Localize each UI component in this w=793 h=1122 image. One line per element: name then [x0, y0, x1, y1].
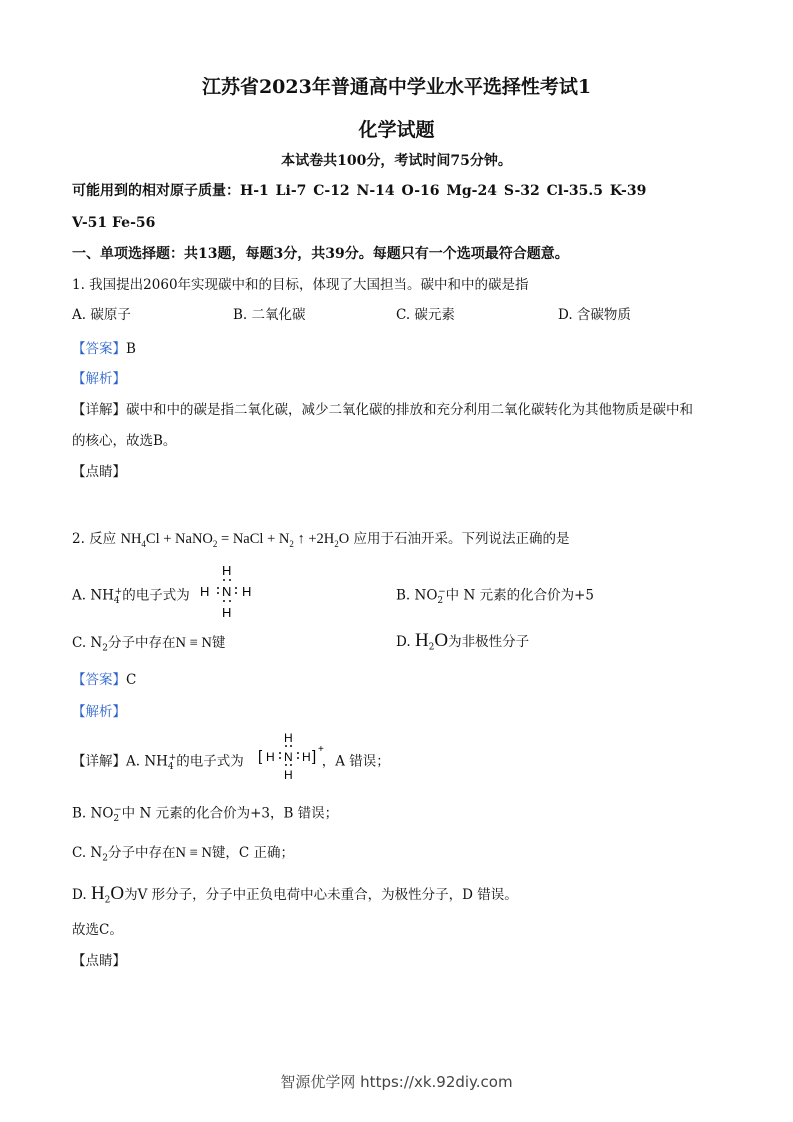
answer-label: 【答案】: [72, 341, 126, 357]
q1-detail-text: 碳中和中的碳是指二氧化碳，减少二氧化碳的排放和充分利用二氧化碳转化为其他物质是碳中和: [126, 402, 693, 418]
nh4-electron-dot-diagram: [196, 562, 260, 620]
hydrogen-symbol: H: [242, 584, 252, 599]
footer-watermark: 智源优学网 https://xk.92diy.com: [280, 1073, 513, 1091]
nitrogen-symbol: N: [284, 750, 293, 764]
hydrogen-symbol: H: [266, 750, 275, 764]
right-bracket: ]: [312, 748, 317, 765]
nh4-ion-electron-dot-diagram: [256, 730, 336, 782]
q2-detail-d: D. $H_2O$为V 形分子，分子中正负电荷中心未重合，为极性分子，D 错误。: [72, 883, 518, 906]
q2-option-a: A. $NH_4^+$的电子式为: [72, 587, 190, 607]
exam-info: 本试卷共100分，考试时间75分钟。: [281, 153, 512, 169]
q2-option-c: C. $N_2$分子中存在N ≡ N键: [72, 635, 226, 654]
q1-option-d: D. 含碳物质: [558, 307, 631, 323]
q2-answer: [72, 670, 136, 690]
q2-stem: [72, 529, 570, 554]
q1-detail-line2: 的核心，故选B。: [72, 433, 177, 449]
answer-label: 【答案】: [72, 672, 126, 688]
q2-conclusion: 故选C。: [72, 922, 123, 938]
charge-symbol: +: [318, 744, 324, 755]
q2-option-d: D. $H_2O$为非极性分子: [396, 630, 530, 653]
detail-label: 【详解】: [72, 402, 126, 418]
hydrogen-symbol: H: [284, 731, 293, 745]
q2-stem-prefix: 2. 反应: [72, 531, 117, 547]
q2-equation: $NH_4Cl$ + NaNO$_2$ = NaCl + $N_2$ ↑ $+2H_2O$: [120, 531, 350, 549]
section-heading: 一、单项选择题：共13题，每题3分，共39分。每题只有一个选项最符合题意。: [72, 246, 569, 262]
q2-comment-label: 【点睛】: [72, 953, 126, 969]
q1-stem: 1. 我国提出2060年实现碳中和的目标，体现了大国担当。碳中和中的碳是指: [72, 277, 529, 293]
hydrogen-symbol: H: [302, 750, 311, 764]
page-title: 江苏省2023年普通高中学业水平选择性考试1: [201, 76, 592, 98]
q1-detail-line1: [72, 400, 693, 420]
hydrogen-symbol: H: [284, 768, 293, 782]
q2-analysis-label: 【解析】: [72, 704, 126, 720]
q1-option-b: B. 二氧化碳: [233, 307, 306, 323]
q2-detail-b: B. $NO_2^-$中 N 元素的化合价为+3，B 错误；: [72, 805, 339, 825]
q1-option-a: A. 碳原子: [72, 307, 131, 323]
q1-analysis-label: 【解析】: [72, 371, 126, 387]
hydrogen-symbol: H: [222, 563, 232, 578]
atomic-masses-line2: V-51 Fe-56: [72, 215, 156, 231]
q2-stem-suffix: 应用于石油开采。下列说法正确的是: [353, 531, 570, 547]
left-bracket: [: [258, 748, 263, 765]
q1-comment-label: 【点睛】: [72, 464, 126, 480]
atomic-masses-line1: 可能用到的相对原子质量：H-1 Li-7 C-12 N-14 O-16 Mg-24 S-32 Cl-35.5 K-39: [72, 183, 647, 199]
q1-answer: [72, 339, 136, 359]
hydrogen-symbol: H: [222, 605, 232, 620]
q2-detail-a: 【详解】A. $NH_4^+$的电子式为 ，A 错误；: [72, 753, 390, 773]
nitrogen-symbol: N: [222, 584, 232, 599]
q2-option-b: B. $NO_2^-$中 N 元素的化合价为+5: [396, 587, 594, 607]
q2-detail-c: C. $N_2$分子中存在N ≡ N键，C 正确；: [72, 845, 294, 864]
page-subtitle: 化学试题: [358, 119, 435, 141]
q1-answer-value: B: [126, 341, 136, 357]
q2-answer-value: C: [126, 672, 137, 688]
hydrogen-symbol: H: [200, 584, 210, 599]
q1-option-c: C. 碳元素: [396, 307, 455, 323]
